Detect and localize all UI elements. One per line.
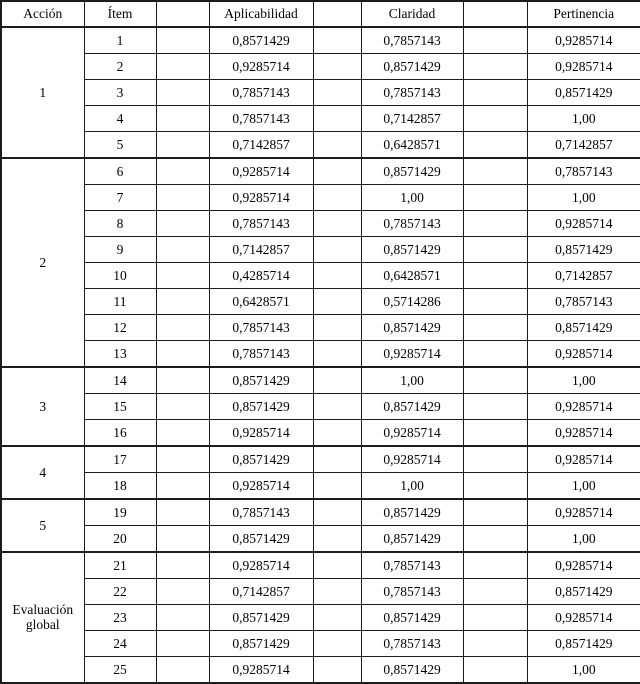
pertinencia-cell: 0,7857143 <box>527 158 640 185</box>
aplicabilidad-cell: 0,7142857 <box>209 131 313 158</box>
accion-cell: Evaluación global <box>1 552 84 683</box>
claridad-cell: 0,6428571 <box>361 262 463 288</box>
claridad-cell: 0,7857143 <box>361 79 463 105</box>
blank-cell <box>313 525 361 552</box>
table-row <box>1 446 640 473</box>
table-row <box>1 340 640 367</box>
pertinencia-cell: 0,9285714 <box>527 419 640 446</box>
blank-cell <box>313 105 361 131</box>
pertinencia-cell: 0,9285714 <box>527 499 640 526</box>
aplicabilidad-cell: 0,7857143 <box>209 105 313 131</box>
aplicabilidad-cell: 0,7142857 <box>209 236 313 262</box>
claridad-cell: 0,9285714 <box>361 340 463 367</box>
blank-cell <box>156 210 209 236</box>
aplicabilidad-cell: 0,6428571 <box>209 288 313 314</box>
pertinencia-cell: 1,00 <box>527 472 640 499</box>
blank-cell <box>463 54 527 80</box>
table-row <box>1 578 640 604</box>
accion-cell: 4 <box>1 446 84 499</box>
pertinencia-cell: 1,00 <box>527 105 640 131</box>
item-cell: 7 <box>84 184 156 210</box>
table-row <box>1 419 640 446</box>
item-cell: 6 <box>84 158 156 185</box>
pertinencia-cell: 0,7142857 <box>527 262 640 288</box>
blank-cell <box>313 499 361 526</box>
table-row <box>1 27 640 54</box>
blank-cell <box>463 262 527 288</box>
blank-cell <box>156 367 209 394</box>
aplicabilidad-cell: 0,9285714 <box>209 158 313 185</box>
table-row <box>1 499 640 526</box>
item-cell: 16 <box>84 419 156 446</box>
blank-cell <box>313 578 361 604</box>
item-cell: 23 <box>84 604 156 630</box>
aplicabilidad-cell: 0,7857143 <box>209 79 313 105</box>
claridad-cell: 1,00 <box>361 472 463 499</box>
claridad-cell: 0,7857143 <box>361 27 463 54</box>
blank-cell <box>313 54 361 80</box>
blank-cell <box>156 472 209 499</box>
blank-cell <box>313 314 361 340</box>
blank-cell <box>463 314 527 340</box>
claridad-cell: 0,7857143 <box>361 552 463 579</box>
accion-cell: 2 <box>1 158 84 367</box>
blank-cell <box>463 131 527 158</box>
claridad-cell: 0,7857143 <box>361 210 463 236</box>
blank-cell <box>463 158 527 185</box>
claridad-cell: 0,5714286 <box>361 288 463 314</box>
blank-cell <box>463 499 527 526</box>
pertinencia-cell: 0,9285714 <box>527 340 640 367</box>
blank-cell <box>313 79 361 105</box>
table-row <box>1 472 640 499</box>
claridad-cell: 0,7857143 <box>361 630 463 656</box>
header-blank-3 <box>463 1 527 27</box>
aplicabilidad-cell: 0,9285714 <box>209 419 313 446</box>
blank-cell <box>313 340 361 367</box>
aplicabilidad-cell: 0,8571429 <box>209 393 313 419</box>
pertinencia-cell: 0,9285714 <box>527 54 640 80</box>
table-row <box>1 262 640 288</box>
blank-cell <box>156 27 209 54</box>
table-row <box>1 54 640 80</box>
claridad-cell: 0,8571429 <box>361 54 463 80</box>
pertinencia-cell: 0,9285714 <box>527 210 640 236</box>
blank-cell <box>156 525 209 552</box>
pertinencia-cell: 1,00 <box>527 184 640 210</box>
item-cell: 4 <box>84 105 156 131</box>
blank-cell <box>463 604 527 630</box>
table-row <box>1 79 640 105</box>
claridad-cell: 1,00 <box>361 367 463 394</box>
table-row <box>1 525 640 552</box>
blank-cell <box>463 552 527 579</box>
aplicabilidad-cell: 0,7857143 <box>209 499 313 526</box>
pertinencia-cell: 1,00 <box>527 525 640 552</box>
blank-cell <box>156 131 209 158</box>
blank-cell <box>156 184 209 210</box>
accion-cell: 3 <box>1 367 84 446</box>
blank-cell <box>156 499 209 526</box>
claridad-cell: 1,00 <box>361 184 463 210</box>
pertinencia-cell: 0,8571429 <box>527 314 640 340</box>
claridad-cell: 0,8571429 <box>361 393 463 419</box>
blank-cell <box>156 604 209 630</box>
table-row <box>1 367 640 394</box>
table-row <box>1 288 640 314</box>
blank-cell <box>156 630 209 656</box>
blank-cell <box>156 79 209 105</box>
item-cell: 25 <box>84 656 156 683</box>
aplicabilidad-cell: 0,9285714 <box>209 472 313 499</box>
claridad-cell: 0,9285714 <box>361 419 463 446</box>
blank-cell <box>463 656 527 683</box>
blank-cell <box>313 656 361 683</box>
item-cell: 22 <box>84 578 156 604</box>
claridad-cell: 0,8571429 <box>361 314 463 340</box>
aplicabilidad-cell: 0,9285714 <box>209 54 313 80</box>
blank-cell <box>313 27 361 54</box>
pertinencia-cell: 0,8571429 <box>527 236 640 262</box>
blank-cell <box>313 288 361 314</box>
table-row <box>1 210 640 236</box>
blank-cell <box>313 446 361 473</box>
blank-cell <box>313 393 361 419</box>
blank-cell <box>463 210 527 236</box>
blank-cell <box>463 236 527 262</box>
aplicabilidad-cell: 0,7857143 <box>209 314 313 340</box>
table-row <box>1 158 640 185</box>
blank-cell <box>463 578 527 604</box>
blank-cell <box>463 79 527 105</box>
table-row <box>1 604 640 630</box>
blank-cell <box>463 288 527 314</box>
item-cell: 5 <box>84 131 156 158</box>
blank-cell <box>463 184 527 210</box>
claridad-cell: 0,8571429 <box>361 236 463 262</box>
table-row <box>1 184 640 210</box>
claridad-cell: 0,8571429 <box>361 604 463 630</box>
blank-cell <box>313 131 361 158</box>
blank-cell <box>463 525 527 552</box>
item-cell: 2 <box>84 54 156 80</box>
header-accion: Acción <box>1 1 84 27</box>
blank-cell <box>156 262 209 288</box>
blank-cell <box>156 552 209 579</box>
blank-cell <box>463 419 527 446</box>
item-cell: 20 <box>84 525 156 552</box>
aplicabilidad-cell: 0,8571429 <box>209 27 313 54</box>
claridad-cell: 0,8571429 <box>361 499 463 526</box>
table-row <box>1 656 640 683</box>
item-cell: 10 <box>84 262 156 288</box>
item-cell: 13 <box>84 340 156 367</box>
pertinencia-cell: 0,7857143 <box>527 288 640 314</box>
table-row <box>1 131 640 158</box>
table-row <box>1 314 640 340</box>
pertinencia-cell: 0,9285714 <box>527 446 640 473</box>
aplicabilidad-cell: 0,4285714 <box>209 262 313 288</box>
aplicabilidad-cell: 0,8571429 <box>209 630 313 656</box>
pertinencia-cell: 0,8571429 <box>527 578 640 604</box>
accion-cell: 5 <box>1 499 84 552</box>
pertinencia-cell: 0,9285714 <box>527 604 640 630</box>
blank-cell <box>156 578 209 604</box>
blank-cell <box>463 27 527 54</box>
blank-cell <box>463 367 527 394</box>
pertinencia-cell: 0,9285714 <box>527 552 640 579</box>
blank-cell <box>156 314 209 340</box>
item-cell: 1 <box>84 27 156 54</box>
blank-cell <box>156 105 209 131</box>
header-row <box>1 1 640 27</box>
blank-cell <box>313 472 361 499</box>
claridad-cell: 0,8571429 <box>361 656 463 683</box>
claridad-cell: 0,9285714 <box>361 446 463 473</box>
pertinencia-cell: 0,9285714 <box>527 393 640 419</box>
blank-cell <box>313 158 361 185</box>
blank-cell <box>156 446 209 473</box>
blank-cell <box>463 630 527 656</box>
blank-cell <box>156 236 209 262</box>
table-row <box>1 393 640 419</box>
item-cell: 14 <box>84 367 156 394</box>
header-pertinencia: Pertinencia <box>527 1 640 27</box>
item-cell: 15 <box>84 393 156 419</box>
pertinencia-cell: 0,8571429 <box>527 79 640 105</box>
aplicabilidad-cell: 0,9285714 <box>209 656 313 683</box>
aplicabilidad-cell: 0,8571429 <box>209 446 313 473</box>
claridad-cell: 0,8571429 <box>361 525 463 552</box>
blank-cell <box>156 340 209 367</box>
claridad-cell: 0,8571429 <box>361 158 463 185</box>
item-cell: 18 <box>84 472 156 499</box>
blank-cell <box>463 340 527 367</box>
claridad-cell: 0,7142857 <box>361 105 463 131</box>
blank-cell <box>463 446 527 473</box>
blank-cell <box>463 105 527 131</box>
aplicabilidad-cell: 0,8571429 <box>209 525 313 552</box>
aplicabilidad-cell: 0,8571429 <box>209 604 313 630</box>
claridad-cell: 0,7857143 <box>361 578 463 604</box>
item-cell: 12 <box>84 314 156 340</box>
aplicabilidad-cell: 0,7142857 <box>209 578 313 604</box>
aplicabilidad-cell: 0,9285714 <box>209 552 313 579</box>
blank-cell <box>313 210 361 236</box>
table-row <box>1 552 640 579</box>
item-cell: 21 <box>84 552 156 579</box>
aplicabilidad-cell: 0,7857143 <box>209 210 313 236</box>
blank-cell <box>463 393 527 419</box>
table-row <box>1 630 640 656</box>
item-cell: 17 <box>84 446 156 473</box>
accion-cell: 1 <box>1 27 84 158</box>
item-cell: 3 <box>84 79 156 105</box>
blank-cell <box>313 367 361 394</box>
pertinencia-cell: 0,8571429 <box>527 630 640 656</box>
item-cell: 9 <box>84 236 156 262</box>
header-blank-1 <box>156 1 209 27</box>
blank-cell <box>313 552 361 579</box>
blank-cell <box>156 419 209 446</box>
blank-cell <box>313 184 361 210</box>
pertinencia-cell: 0,7142857 <box>527 131 640 158</box>
pertinencia-cell: 0,9285714 <box>527 27 640 54</box>
blank-cell <box>313 419 361 446</box>
header-claridad: Claridad <box>361 1 463 27</box>
claridad-cell: 0,6428571 <box>361 131 463 158</box>
blank-cell <box>156 393 209 419</box>
item-cell: 11 <box>84 288 156 314</box>
item-cell: 19 <box>84 499 156 526</box>
blank-cell <box>313 262 361 288</box>
blank-cell <box>463 472 527 499</box>
blank-cell <box>156 158 209 185</box>
header-blank-2 <box>313 1 361 27</box>
header-aplicabilidad: Aplicabilidad <box>209 1 313 27</box>
aplicabilidad-cell: 0,7857143 <box>209 340 313 367</box>
blank-cell <box>156 54 209 80</box>
aplicabilidad-cell: 0,9285714 <box>209 184 313 210</box>
blank-cell <box>156 288 209 314</box>
blank-cell <box>313 236 361 262</box>
table-row <box>1 105 640 131</box>
pertinencia-cell: 1,00 <box>527 656 640 683</box>
blank-cell <box>313 630 361 656</box>
blank-cell <box>156 656 209 683</box>
item-cell: 8 <box>84 210 156 236</box>
pertinencia-cell: 1,00 <box>527 367 640 394</box>
table-row <box>1 236 640 262</box>
header-item: Ítem <box>84 1 156 27</box>
aplicabilidad-cell: 0,8571429 <box>209 367 313 394</box>
blank-cell <box>313 604 361 630</box>
item-cell: 24 <box>84 630 156 656</box>
